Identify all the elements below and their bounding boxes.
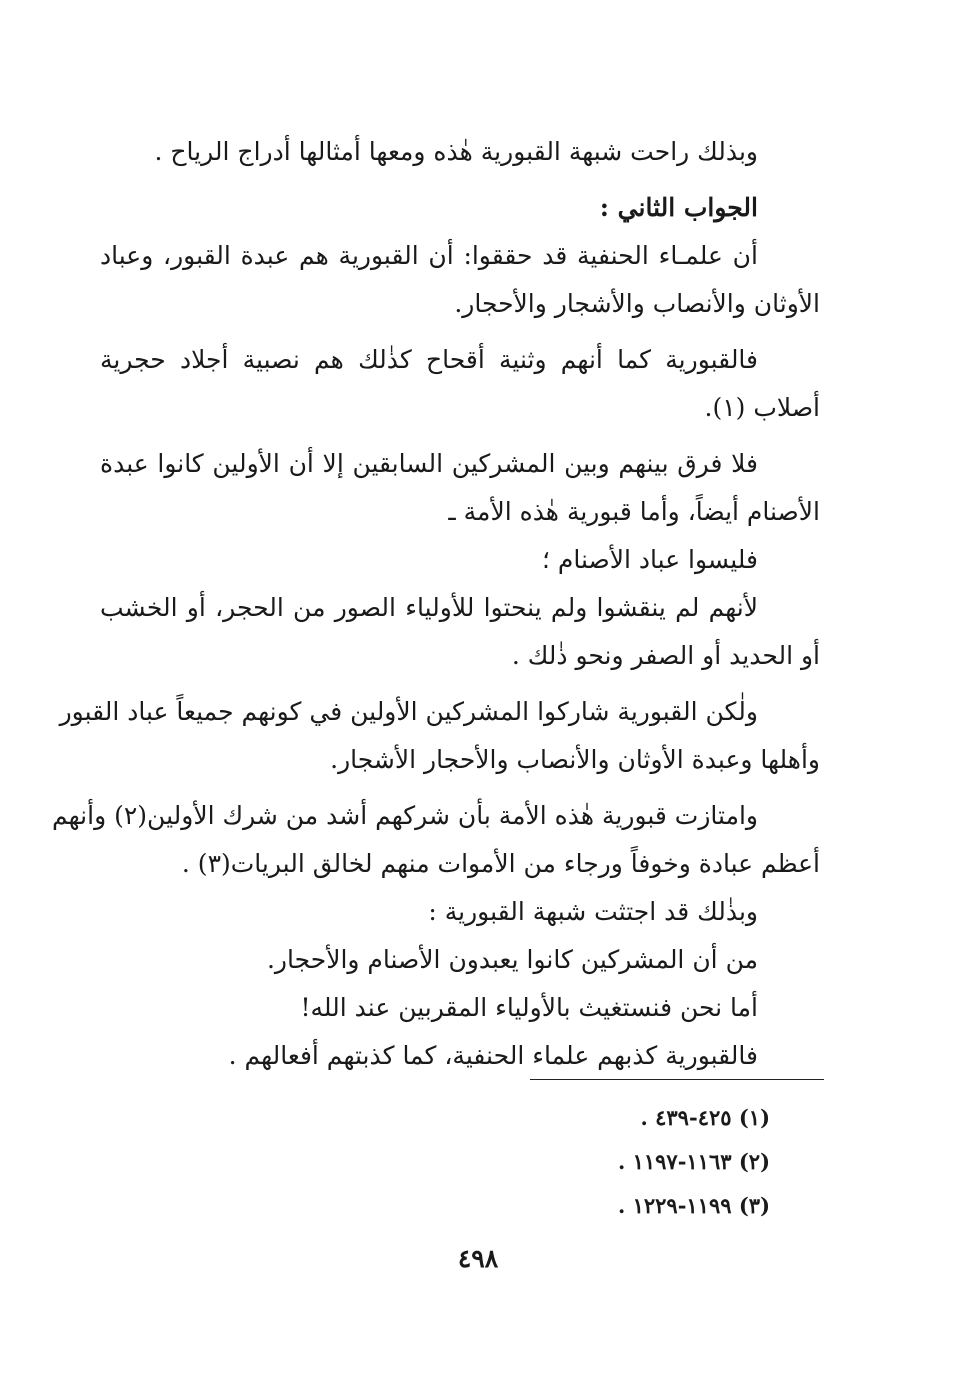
paragraph-line: أعظم عبادة وخوفاً ورجاء من الأموات منهم لخالق البريات(٣) . (181, 849, 820, 878)
paragraph-line: من أن المشركين كانوا يعبدون الأصنام والأحجار. (266, 945, 758, 974)
paragraph-line: أما نحن فنستغيث بالأولياء المقربين عند الله! (300, 993, 758, 1022)
paragraph-line: وبذلك راحت شبهة القبورية هٰذه ومعها أمثالها أدراج الرياح . (154, 137, 758, 166)
footnotes (500, 1096, 770, 1228)
paragraph-line: فالقبورية كما أنهم وثنية أقحاح كذٰلك هم نصبية أجلاد حجرية (100, 345, 758, 374)
paragraph-line: وأهلها وعبدة الأوثان والأنصاب والأحجار الأشجار. (330, 745, 820, 774)
footnote: (١) ٤٢٥-٤٣٩ . (640, 1105, 770, 1130)
paragraph-line: أو الحديد أو الصفر ونحو ذٰلك . (511, 641, 820, 670)
paragraph-line: فلا فرق بينهم وبين المشركين السابقين إلا أن الأولين كانوا عبدة (100, 449, 758, 478)
footnote: (٣) ١١٩٩-١٢٢٩ . (617, 1193, 770, 1218)
paragraph-line: أن علمـاء الحنفية قد حققوا: أن القبورية هم عبدة القبور، وعباد (100, 241, 758, 270)
paragraph-line: فليسوا عباد الأصنام ؛ (541, 545, 758, 574)
paragraph-line: الأوثان والأنصاب والأشجار والأحجار. (454, 289, 820, 318)
paragraph-line: وامتازت قبورية هٰذه الأمة بأن شركهم أشد من شرك الأولين(٢) وأنهم (52, 801, 758, 830)
main-text (52, 128, 820, 1080)
page-number: ٤٩٨ (457, 1244, 499, 1273)
footnote-divider (530, 1079, 824, 1080)
paragraph-line: فالقبورية كذبهم علماء الحنفية، كما كذبتهم أفعالهم . (228, 1041, 758, 1070)
footnote: (٢) ١١٦٣-١١٩٧ . (617, 1149, 770, 1174)
paragraph-line: الأصنام أيضاً، وأما قبورية هٰذه الأمة ـ (448, 497, 820, 526)
paragraph-line: أصلاب (١). (704, 393, 820, 422)
paragraph-line: لأنهم لم ينقشوا ولم ينحتوا للأولياء الصور من الحجر، أو الخشب (100, 593, 758, 622)
paragraph-line: وبذٰلك قد اجتثت شبهة القبورية : (428, 897, 758, 926)
paragraph-line: ولٰكن القبورية شاركوا المشركين الأولين في كونهم جميعاً عباد القبور (59, 697, 758, 726)
section-heading: الجواب الثاني : (599, 193, 758, 222)
